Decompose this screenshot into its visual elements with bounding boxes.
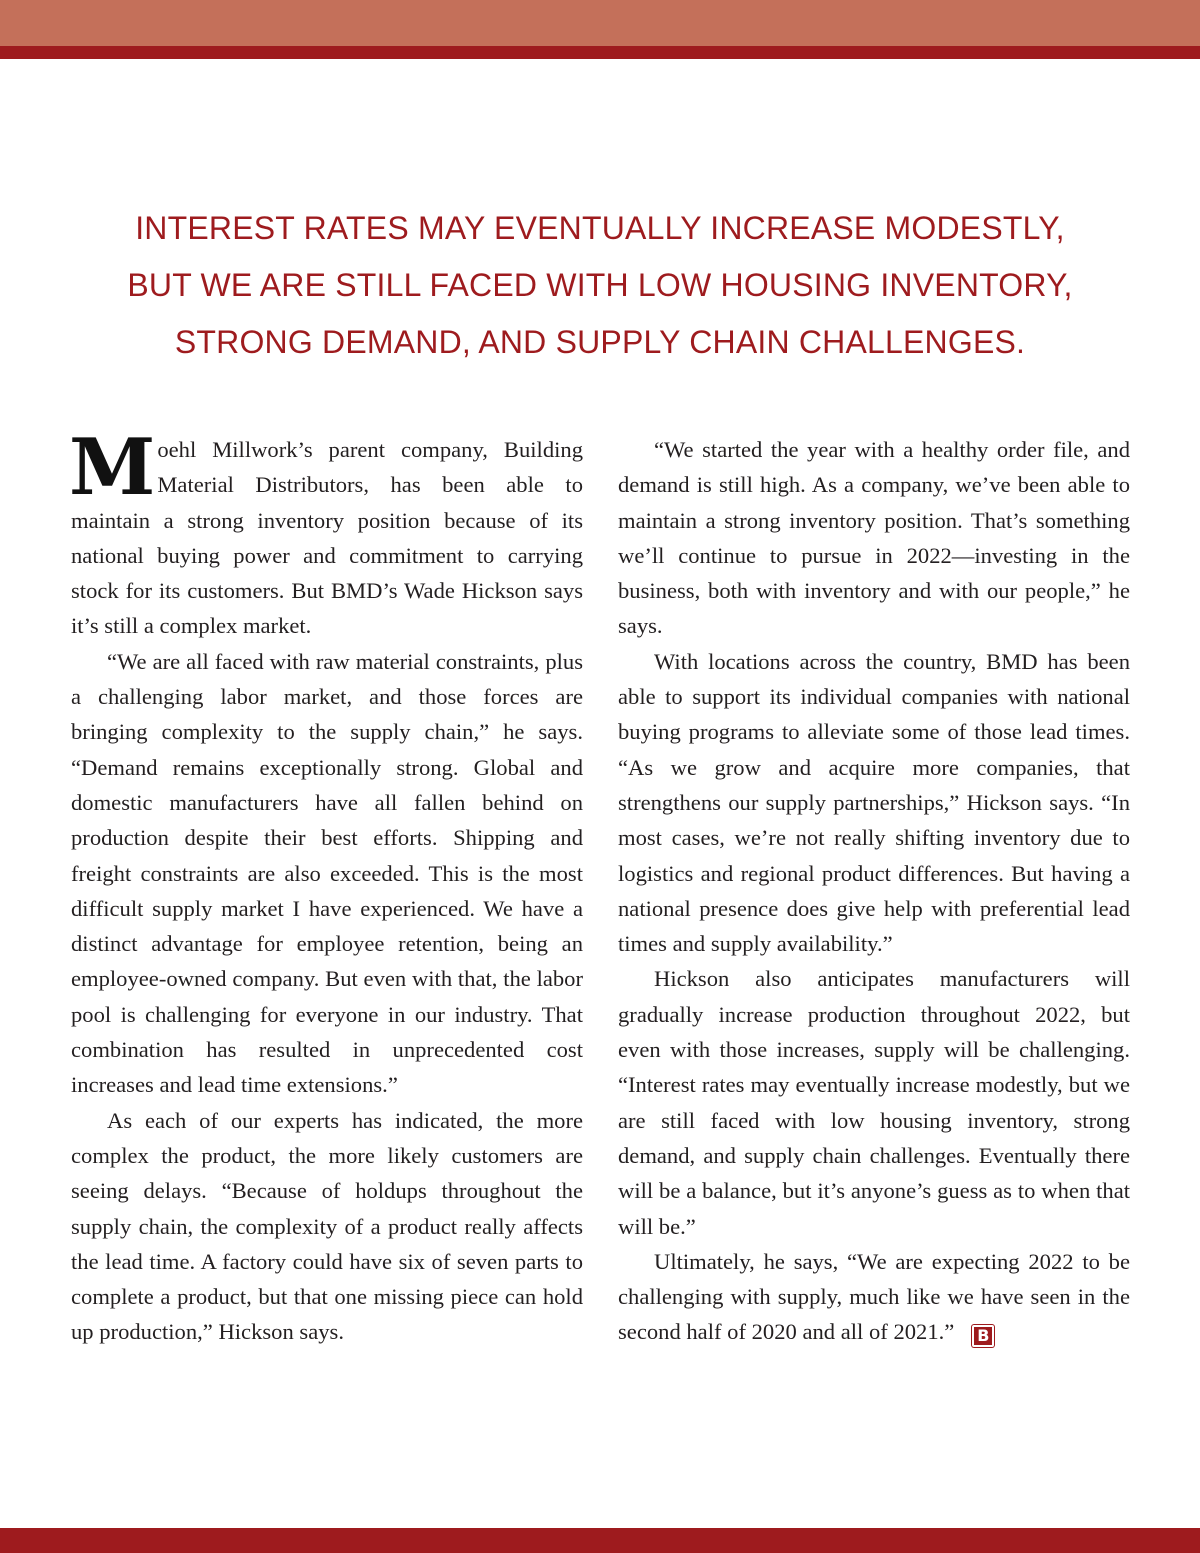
pull-quote-line: STRONG DEMAND, AND SUPPLY CHAIN CHALLENGES.	[174, 324, 1026, 360]
article-paragraph: Hickson also anticipates manufacturers will gradually increase production throughout 2022, but even with those increases, supply will be challenging. “Interest rates may eventually increase modestly, but we are still faced with low housing inventory, strong demand, and supply chain challenges. Eventually there will be a balance, but it’s anyone’s guess as to when that will be.”	[618, 966, 1130, 1239]
drop-cap: M	[69, 422, 154, 513]
pull-quote	[60, 200, 1140, 371]
pull-quote-line: BUT WE ARE STILL FACED WITH LOW HOUSING INVENTORY,	[127, 267, 1073, 303]
paragraph-text: oehl Millwork’s parent company, Building Material Distributors, has been able to maintain a strong inventory position because of its national buying power and commitment to carrying stock for its customers. But BMD’s Wade Hickson says it’s still a complex market.	[71, 437, 583, 639]
article-paragraph: With locations across the country, BMD has been able to support its individual companies with national buying programs to alleviate some of those lead times. “As we grow and acquire more companies, that strengthens our supply partnerships,” Hickson says. “In most cases, we’re not really shifting inventory due to logistics and regional product differences. But having a national presence does give help with preferential lead times and supply availability.”	[618, 648, 1130, 957]
article-paragraph: “We are all faced with raw material constraints, plus a challenging labor market, and those forces are bringing complexity to the supply chain,” he says. “Demand remains exceptionally strong. Global and domestic manufacturers have all fallen behind on production despite their best efforts. Shipping and freight constraints are also exceeded. This is the most difficult supply market I have experienced. We have a distinct advantage for employee retention, being an employee-owned company. But even with that, the labor pool is challenging for everyone in our industry. That combination has resulted in unprecedented cost increases and lead time extensions.”	[71, 648, 583, 1098]
article-column-left	[69, 422, 583, 1350]
footer-rule	[0, 1528, 1200, 1553]
header-rule	[0, 46, 1200, 59]
article-paragraph: “We started the year with a healthy order file, and demand is still high. As a company, we’ve been able to maintain a strong inventory position. That’s something we’ll continue to pursue in 2022—investing in the business, both with inventory and with our people,” he says.	[618, 437, 1130, 639]
paragraph-text: Ultimately, he says, “We are expecting 2022 to be challenging with supply, much like we have seen in the second half of 2020 and all of 2021.”	[618, 1248, 1130, 1345]
article-paragraph	[69, 422, 583, 644]
article-paragraph: As each of our experts has indicated, the more complex the product, the more likely customers are seeing delays. “Because of holdups throughout the supply chain, the complexity of a product really affects the lead time. A factory could have six of seven parts to complete a product, but that one missing piece can hold up production,” Hickson says.	[71, 1107, 583, 1345]
pull-quote-line: INTEREST RATES MAY EVENTUALLY INCREASE MODESTLY,	[135, 210, 1065, 246]
b-logo-end-mark-icon: B	[972, 1325, 994, 1347]
header-color-band	[0, 0, 1200, 46]
article-paragraph	[618, 1244, 1130, 1350]
article-column-right	[618, 432, 1130, 1350]
